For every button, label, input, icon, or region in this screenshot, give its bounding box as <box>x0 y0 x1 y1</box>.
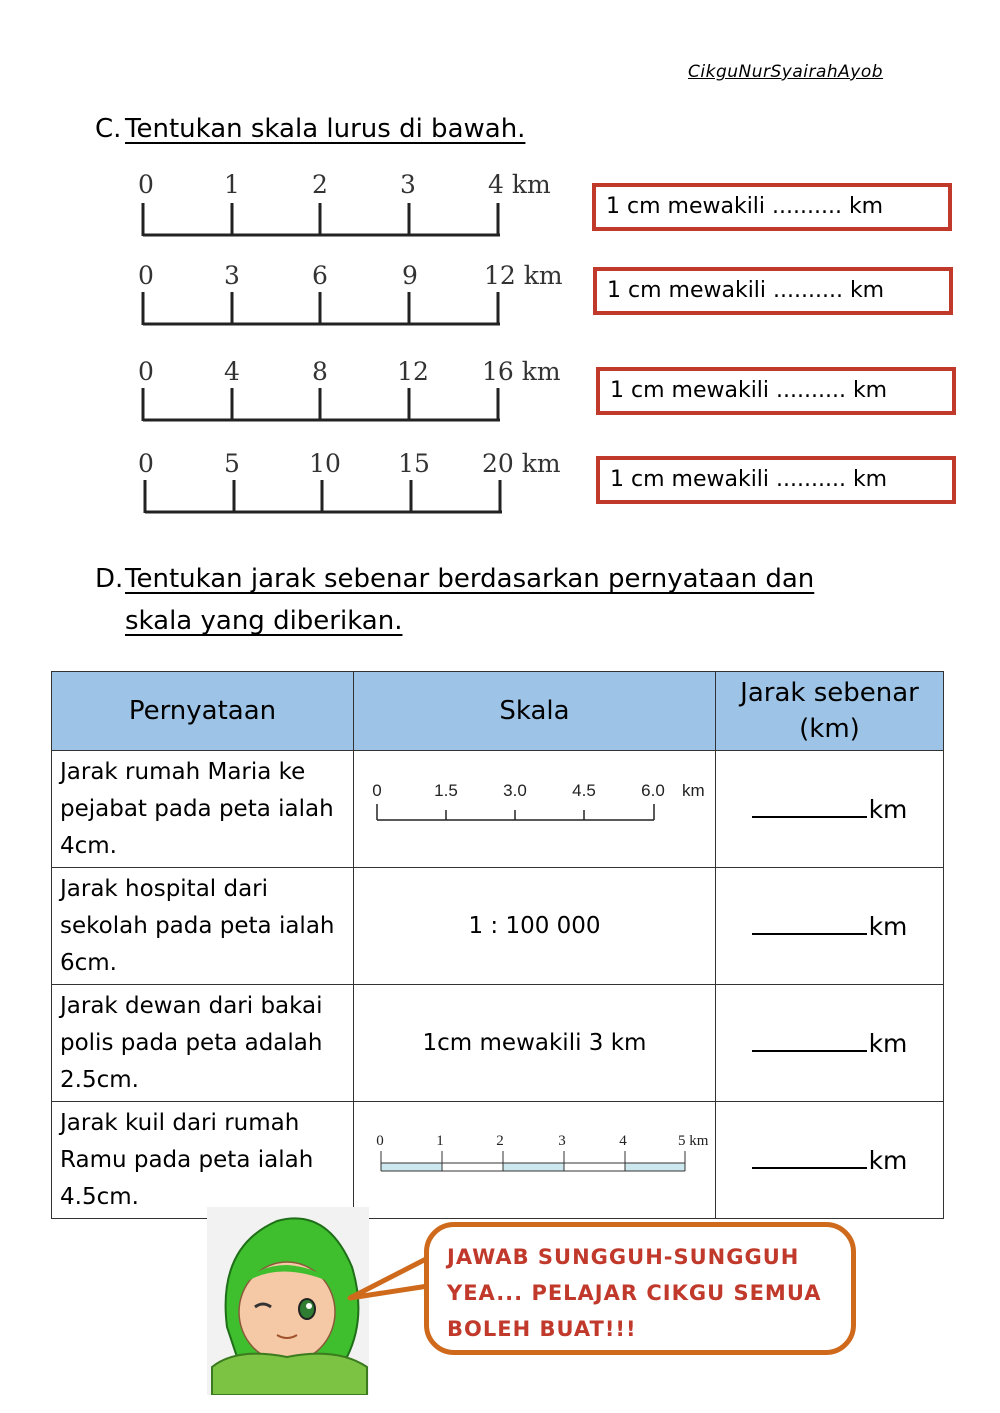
scale-cell <box>354 751 716 868</box>
bubble-line-1: JAWAB SUNGGUH-SUNGGUH <box>447 1245 800 1269</box>
table-header-row <box>52 672 944 751</box>
answer-cell[interactable] <box>716 751 944 868</box>
arms-shape <box>212 1354 367 1395</box>
scale-ruler-2 <box>360 1127 710 1187</box>
answer-cell[interactable] <box>716 985 944 1102</box>
table-row <box>52 1102 944 1219</box>
scale-ruler-1-unit: km <box>681 781 705 800</box>
section-c-heading: Tentukan skala lurus di bawah. <box>125 114 526 144</box>
open-eye-icon <box>299 1299 315 1319</box>
section-c-title <box>95 108 525 150</box>
ruler-4-label-2: 10 <box>309 449 341 478</box>
scale-ruler-2-segment <box>625 1163 685 1171</box>
scale-ruler-2-label: 0 <box>375 1133 384 1149</box>
statement-cell: Jarak hospital dari sekolah pada peta ialah 6cm. <box>52 868 354 985</box>
ruler-2-label-2: 6 <box>312 261 328 290</box>
scale-ruler-2-label: 1 <box>435 1133 444 1149</box>
ruler-1-label-2: 2 <box>312 170 328 199</box>
scale-ruler-1-label: 0 <box>371 781 382 800</box>
answer-unit: km <box>868 1028 908 1058</box>
section-d-letter: D. <box>95 564 124 594</box>
answer-blank[interactable] <box>752 1050 867 1052</box>
ruler-3-label-0: 0 <box>138 357 154 386</box>
scale-ruler-2-label: 2 <box>495 1133 504 1149</box>
header-actual-distance: Jarak sebenar (km) <box>716 672 944 751</box>
bubble-tail-shape <box>350 1258 428 1298</box>
statement-cell: Jarak dewan dari bakai polis pada peta adalah 2.5cm. <box>52 985 354 1102</box>
answer-blank[interactable] <box>752 933 867 935</box>
distance-table <box>51 671 944 1219</box>
scale-ruler-1-label: 3.0 <box>502 781 527 800</box>
speech-bubble-tail <box>346 1240 436 1310</box>
ruler-2-label-0: 0 <box>138 261 154 290</box>
answer-cell[interactable] <box>716 868 944 985</box>
ruler-2 <box>132 256 572 336</box>
ruler-1-label-4: 4 km <box>488 170 551 199</box>
answer-box-1[interactable]: 1 cm mewakili .......... km <box>592 183 952 231</box>
ruler-4-label-4: 20 km <box>482 449 561 478</box>
eye-highlight <box>306 1303 312 1309</box>
answer-unit: km <box>868 1145 908 1175</box>
ruler-4 <box>132 444 572 524</box>
ruler-1-label-0: 0 <box>138 170 154 199</box>
statement-cell: Jarak kuil dari rumah Ramu pada peta ialah 4.5cm. <box>52 1102 354 1219</box>
scale-ruler-2-label: 3 <box>557 1133 566 1149</box>
section-d-heading-line1: Tentukan jarak sebenar berdasarkan pernyataan dan <box>125 564 815 594</box>
scale-ruler-2-segment <box>503 1163 564 1171</box>
scale-ruler-1 <box>360 776 710 836</box>
ruler-4-label-3: 15 <box>398 449 430 478</box>
section-c-letter: C. <box>95 114 122 144</box>
ruler-3 <box>132 350 572 430</box>
answer-cell[interactable] <box>716 1102 944 1219</box>
ruler-2-label-1: 3 <box>224 261 240 290</box>
scale-cell: 1cm mewakili 3 km <box>354 985 716 1102</box>
section-d-title <box>95 558 915 642</box>
scale-ruler-1-label: 6.0 <box>640 781 665 800</box>
answer-box-2[interactable]: 1 cm mewakili .......... km <box>593 267 953 315</box>
scale-ruler-2-unit: 5 km <box>677 1133 708 1149</box>
ruler-3-label-1: 4 <box>224 357 240 386</box>
ruler-4-label-0: 0 <box>138 449 154 478</box>
scale-cell: 1 : 100 000 <box>354 868 716 985</box>
answer-box-4[interactable]: 1 cm mewakili .......... km <box>596 456 956 504</box>
header-statement: Pernyataan <box>52 672 354 751</box>
scale-cell <box>354 1102 716 1219</box>
answer-unit: km <box>868 794 908 824</box>
answer-box-3[interactable]: 1 cm mewakili .......... km <box>596 367 956 415</box>
scale-ruler-2-label: 4 <box>618 1133 627 1149</box>
ruler-2-label-4: 12 km <box>484 261 563 290</box>
bubble-line-2: YEA... PELAJAR CIKGU SEMUA <box>447 1281 822 1305</box>
header-scale: Skala <box>354 672 716 751</box>
speech-bubble <box>424 1222 856 1355</box>
ruler-3-label-4: 16 km <box>482 357 561 386</box>
ruler-1 <box>132 165 572 245</box>
ruler-3-label-3: 12 <box>397 357 429 386</box>
ruler-3-label-2: 8 <box>312 357 328 386</box>
scale-ruler-1-label: 4.5 <box>571 781 596 800</box>
table-row <box>52 985 944 1102</box>
ruler-1-label-1: 1 <box>224 170 240 199</box>
ruler-4-label-1: 5 <box>224 449 240 478</box>
scale-ruler-2-segment <box>381 1163 442 1171</box>
ruler-2-label-3: 9 <box>402 261 418 290</box>
table-row <box>52 868 944 985</box>
table-row <box>52 751 944 868</box>
section-d-heading-line2: skala yang diberikan. <box>125 606 403 636</box>
girl-mascot-illustration <box>207 1207 369 1395</box>
author-signature: CikguNurSyairahAyob <box>688 62 884 82</box>
scale-ruler-1-label: 1.5 <box>433 781 458 800</box>
statement-cell: Jarak rumah Maria ke pejabat pada peta ialah 4cm. <box>52 751 354 868</box>
ruler-1-label-3: 3 <box>400 170 416 199</box>
answer-blank[interactable] <box>752 816 867 818</box>
answer-unit: km <box>868 911 908 941</box>
answer-blank[interactable] <box>752 1167 867 1169</box>
bubble-line-3: BOLEH BUAT!!! <box>447 1317 637 1341</box>
